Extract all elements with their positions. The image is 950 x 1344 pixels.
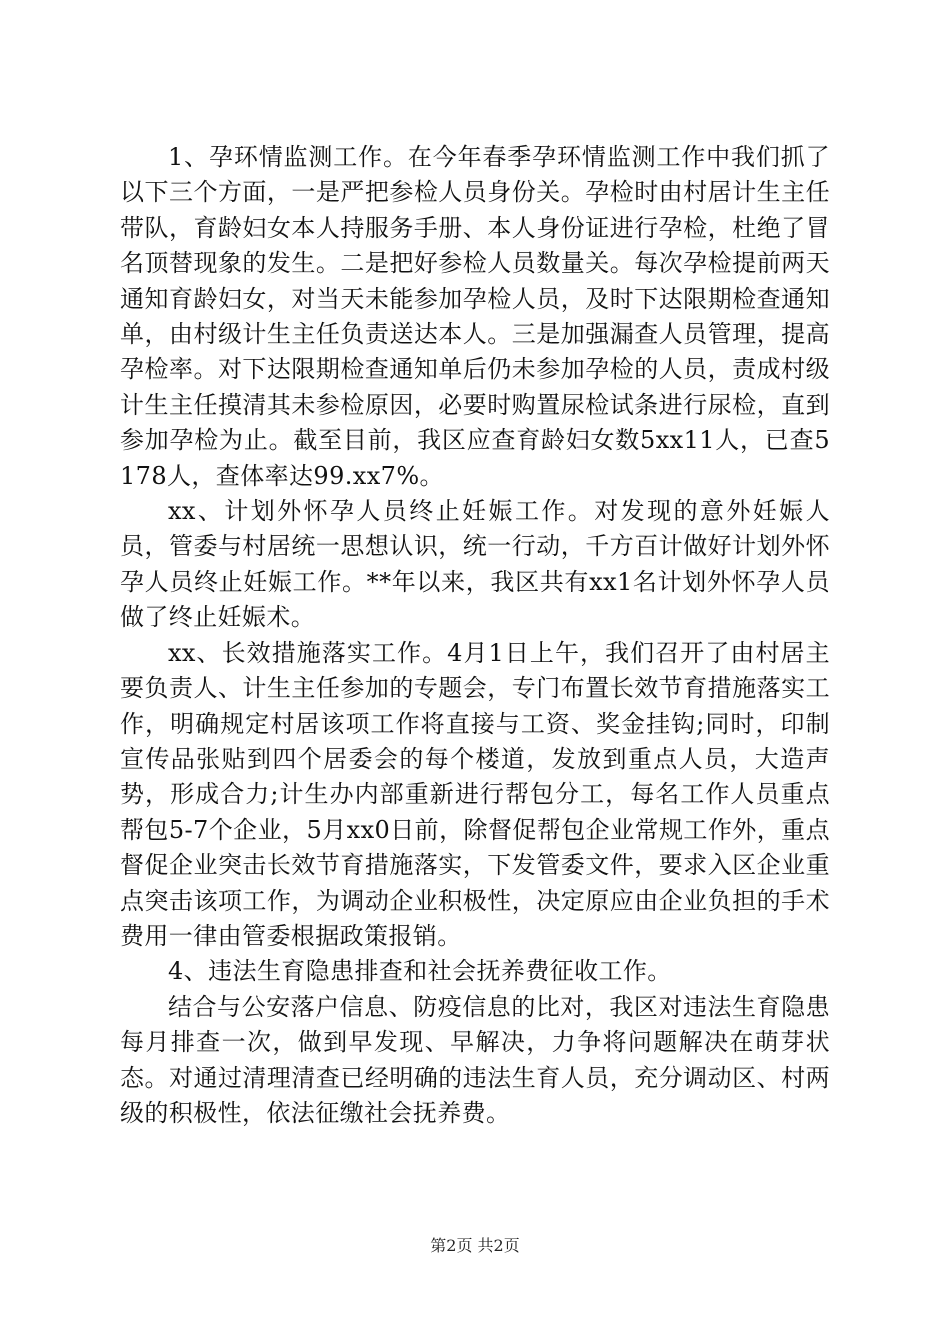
paragraph-illegal-birth-screening: 结合与公安落户信息、防疫信息的比对，我区对违法生育隐患每月排查一次，做到早发现、早解决，力争将问题解决在萌芽状态。对通过清理清查已经明确的违法生育人员，充分调动区、村两级的积极性，依法征缴社会抚养费。: [120, 992, 830, 1127]
paragraph-unplanned-pregnancy: xx、计划外怀孕人员终止妊娠工作。对发现的意外妊娠人员，管委与村居统一思想认识，统一行动，千方百计做好计划外怀孕人员终止妊娠工作。**年以来，我区共有xx1名计划外怀孕人员做了终止妊娠术。: [120, 497, 830, 632]
page-footer: 第2页 共2页: [430, 1236, 520, 1255]
document-body: [120, 140, 830, 1131]
paragraph-pregnancy-monitoring: 1、孕环情监测工作。在今年春季孕环情监测工作中我们抓了以下三个方面，一是严把参检人员身份关。孕检时由村居计生主任带队，育龄妇女本人持服务手册、本人身份证进行孕检，杜绝了冒名顶替现象的发生。二是把好参检人员数量关。每次孕检提前两天通知育龄妇女，对当天未能参加孕检人员，及时下达限期检查通知单，由村级计生主任负责送达本人。三是加强漏查人员管理，提高孕检率。对下达限期检查通知单后仍未参加孕检的人员，责成村级计生主任摸清其未参检原因，必要时购置尿检试条进行尿检，直到参加孕检为止。截至目前，我区应查育龄妇女数5xx11人，已查5178人，查体率达99.xx7%。: [120, 143, 830, 490]
paragraph-long-term-measures: xx、长效措施落实工作。4月1日上午，我们召开了由村居主要负责人、计生主任参加的专题会，专门布置长效节育措施落实工作，明确规定村居该项工作将直接与工资、奖金挂钩;同时，印制宣传品张贴到四个居委会的每个楼道，发放到重点人员，大造声势，形成合力;计生办内部重新进行帮包分工，每名工作人员重点帮包5-7个企业，5月xx0日前，除督促帮包企业常规工作外，重点督促企业突击长效节育措施落实，下发管委文件，要求入区企业重点突击该项工作，为调动企业积极性，决定原应由企业负担的手术费用一律由管委根据政策报销。: [120, 638, 830, 950]
paragraph-illegal-birth-heading: 4、违法生育隐患排查和社会抚养费征收工作。: [168, 957, 672, 986]
